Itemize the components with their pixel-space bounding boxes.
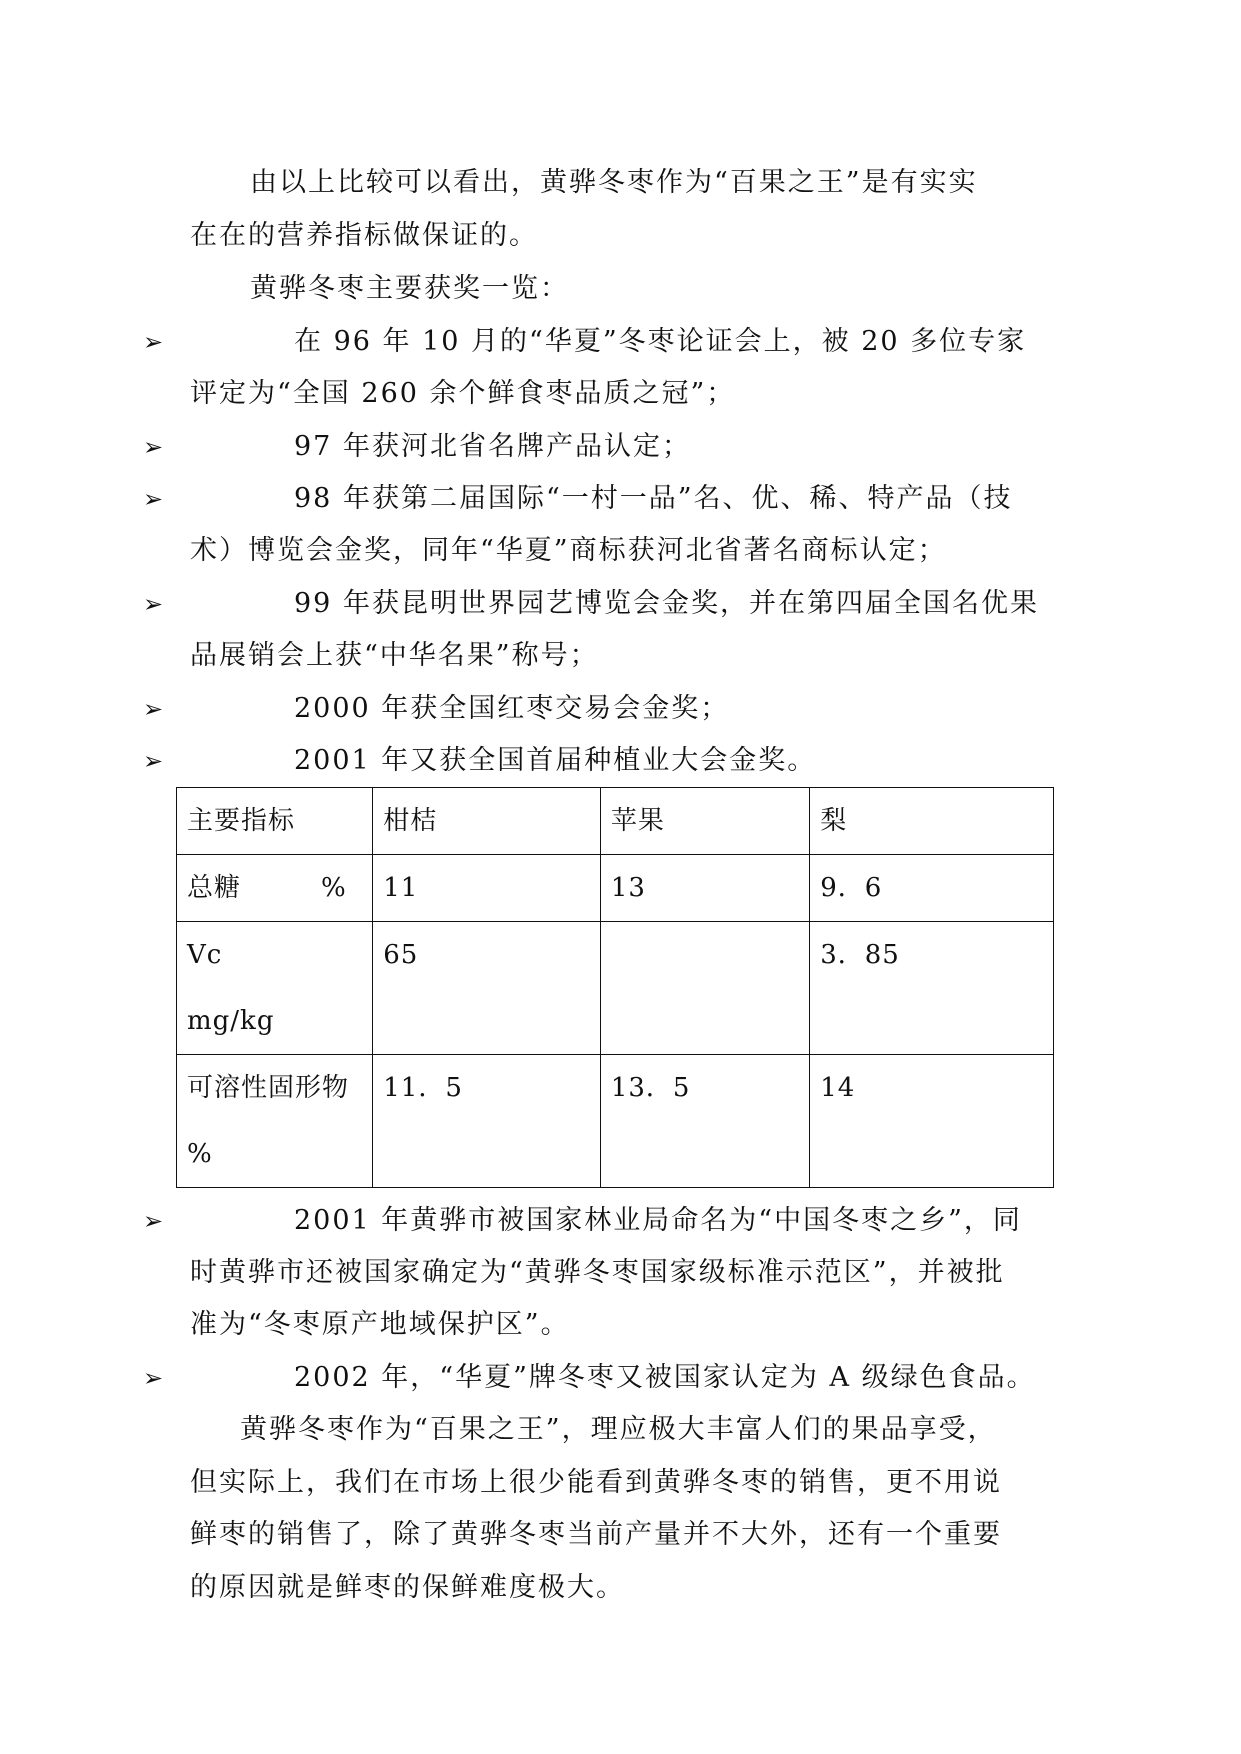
indicator-unit: mg/kg bbox=[187, 1006, 275, 1036]
table-row bbox=[177, 922, 1054, 1055]
bullet-arrow-icon: ➢ bbox=[143, 695, 164, 723]
award-3-line1: 98 年获第二届国际“一村一品”名、优、稀、特产品（技 bbox=[294, 483, 1013, 514]
indicator-name: Vc bbox=[187, 940, 223, 970]
indicator-name: 可溶性固形物 bbox=[187, 1073, 350, 1103]
award-4-line1: 99 年获昆明世界园艺博览会金奖，并在第四届全国名优果 bbox=[294, 588, 1039, 619]
award-8-line1: 2002 年，“华夏”牌冬枣又被国家认定为 A 级绿色食品。 bbox=[294, 1362, 1036, 1393]
award-1-line2: 评定为“全国 260 余个鲜食枣品质之冠”； bbox=[190, 378, 736, 409]
table-row-label bbox=[177, 1055, 373, 1188]
indicator-unit: % bbox=[187, 1139, 213, 1169]
table-cell: 14 bbox=[810, 1055, 1054, 1188]
table-row bbox=[177, 1055, 1054, 1188]
closing-line3: 鲜枣的销售了，除了黄骅冬枣当前产量并不大外，还有一个重要 bbox=[190, 1519, 1002, 1550]
table-header-cell: 主要指标 bbox=[177, 788, 373, 855]
table-cell: 13 bbox=[600, 855, 809, 922]
table-cell: 65 bbox=[373, 922, 601, 1055]
bullet-arrow-icon: ➢ bbox=[143, 485, 164, 513]
para1-line2: 在在的营养指标做保证的。 bbox=[190, 220, 538, 251]
closing-line4: 的原因就是鲜枣的保鲜难度极大。 bbox=[190, 1572, 625, 1603]
table-header-row bbox=[177, 788, 1054, 855]
award-1-line1: 在 96 年 10 月的“华夏”冬枣论证会上，被 20 多位专家 bbox=[294, 326, 1027, 357]
table-header-cell: 梨 bbox=[810, 788, 1054, 855]
table-cell: 13．5 bbox=[600, 1055, 809, 1188]
table-cell bbox=[600, 922, 809, 1055]
closing-line2: 但实际上，我们在市场上很少能看到黄骅冬枣的销售，更不用说 bbox=[190, 1467, 1002, 1498]
indicator-unit: % bbox=[321, 873, 347, 903]
bullet-arrow-icon: ➢ bbox=[143, 433, 164, 461]
indicator-name: 总糖 bbox=[187, 873, 242, 903]
nutrition-comparison-table bbox=[176, 787, 1054, 1188]
para1-line1: 由以上比较可以看出，黄骅冬枣作为“百果之王”是有实实 bbox=[250, 167, 978, 198]
table-header-cell: 柑桔 bbox=[373, 788, 601, 855]
table-cell: 3．85 bbox=[810, 922, 1054, 1055]
award-5-line1: 2000 年获全国红枣交易会金奖； bbox=[294, 693, 730, 724]
award-2-line1: 97 年获河北省名牌产品认定； bbox=[294, 431, 691, 462]
bullet-arrow-icon: ➢ bbox=[143, 590, 164, 618]
award-7-line1: 2001 年黄骅市被国家林业局命名为“中国冬枣之乡”，同 bbox=[294, 1205, 1022, 1236]
table-row bbox=[177, 855, 1054, 922]
award-4-line2: 品展销会上获“中华名果”称号； bbox=[190, 640, 599, 671]
award-7-line3: 准为“冬枣原产地域保护区”。 bbox=[190, 1309, 570, 1340]
bullet-arrow-icon: ➢ bbox=[143, 1207, 164, 1235]
table-cell: 11．5 bbox=[373, 1055, 601, 1188]
bullet-arrow-icon: ➢ bbox=[143, 747, 164, 775]
table-row-label bbox=[177, 855, 373, 922]
awards-heading: 黄骅冬枣主要获奖一览： bbox=[250, 273, 569, 304]
award-7-line2: 时黄骅市还被国家确定为“黄骅冬枣国家级标准示范区”，并被批 bbox=[190, 1257, 1005, 1288]
bullet-arrow-icon: ➢ bbox=[143, 328, 164, 356]
table-cell: 9．6 bbox=[810, 855, 1054, 922]
table-cell: 11 bbox=[373, 855, 601, 922]
table-row-label bbox=[177, 922, 373, 1055]
bullet-arrow-icon: ➢ bbox=[143, 1364, 164, 1392]
table-header-cell: 苹果 bbox=[600, 788, 809, 855]
closing-line1: 黄骅冬枣作为“百果之王”，理应极大丰富人们的果品享受， bbox=[240, 1414, 997, 1445]
award-3-line2: 术）博览会金奖，同年“华夏”商标获河北省著名商标认定； bbox=[190, 535, 947, 566]
award-6-line1: 2001 年又获全国首届种植业大会金奖。 bbox=[294, 745, 817, 776]
